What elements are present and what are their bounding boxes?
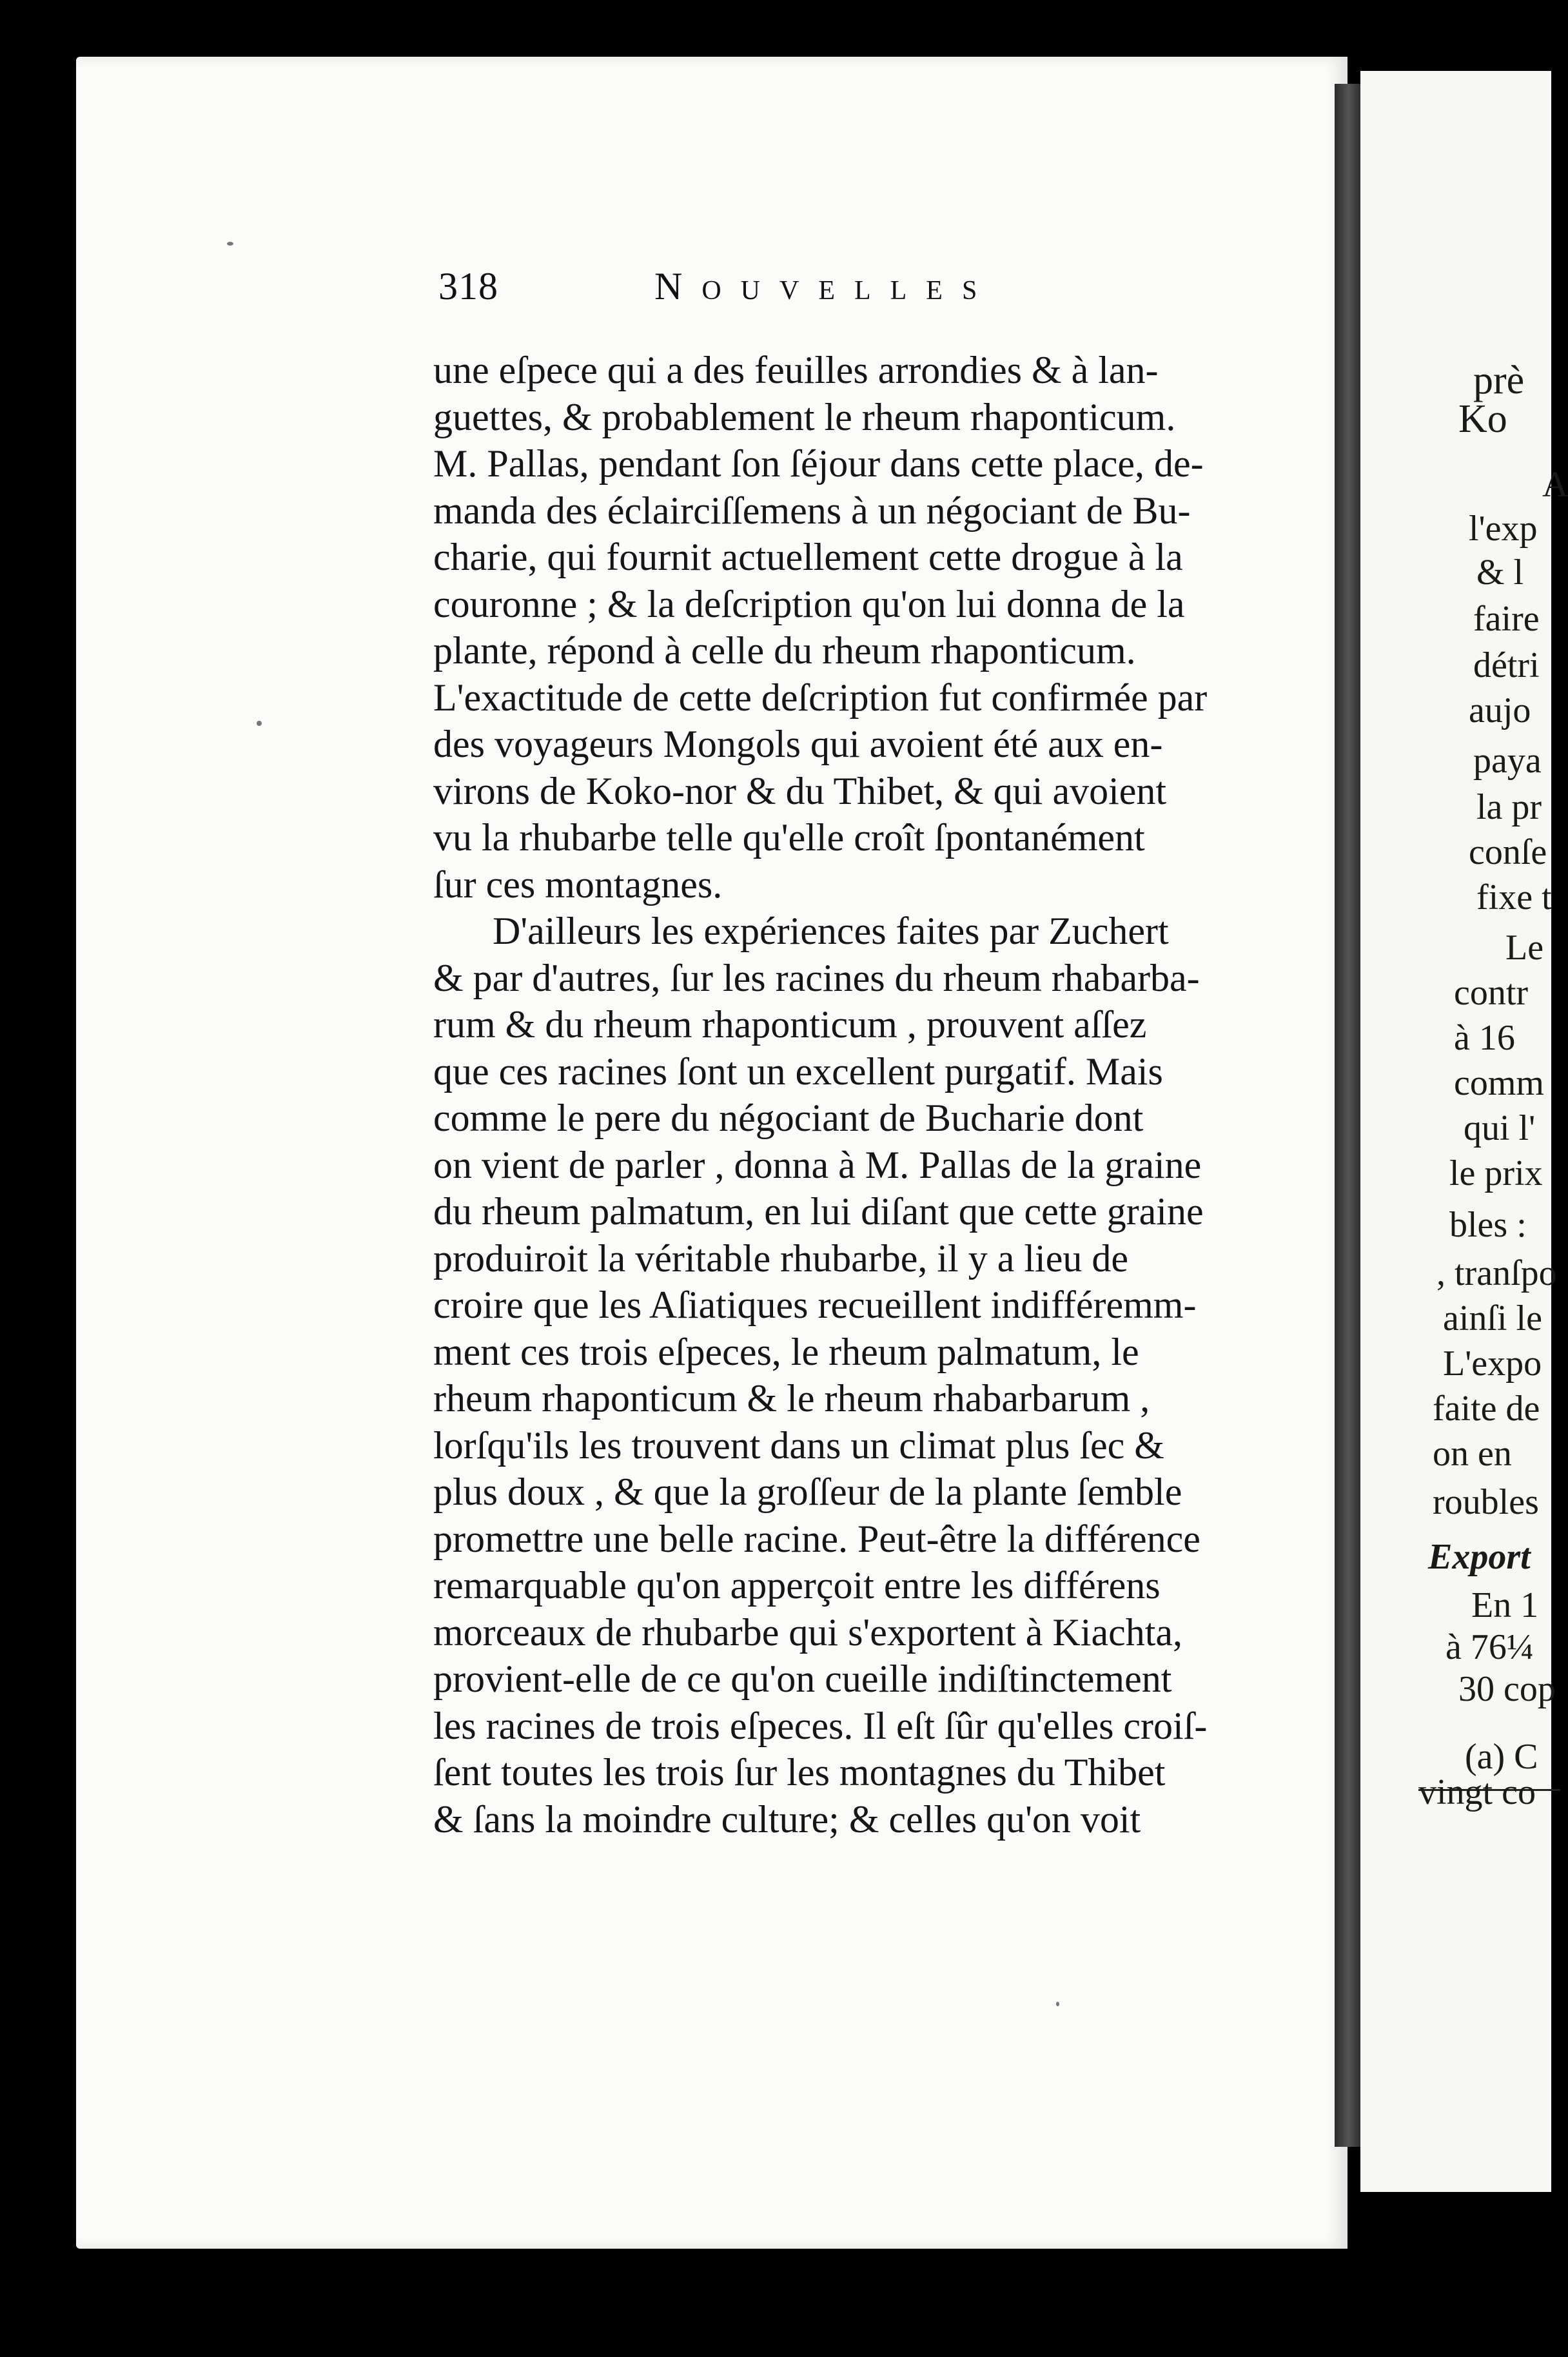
right-page-fragment: (a) C: [1465, 1737, 1538, 1777]
text-line: manda des éclairciſſemens à un négociant de Bu-: [433, 489, 1191, 532]
page-number: 318: [438, 265, 498, 308]
right-page-fragment: fixe t: [1476, 877, 1552, 917]
right-page-fragment: Export: [1428, 1537, 1531, 1577]
right-page-fragment: bles :: [1449, 1205, 1527, 1245]
running-title: Nouvelles: [654, 265, 997, 308]
right-page-fragment: faire: [1473, 599, 1540, 639]
text-line: remarquable qu'on apperçoit entre les différens: [433, 1564, 1161, 1607]
text-line: plante, répond à celle du rheum rhaponticum.: [433, 629, 1136, 672]
right-page-fragment: la pr: [1476, 787, 1542, 827]
text-line: M. Pallas, pendant ſon ſéjour dans cette place, de-: [433, 442, 1204, 485]
body-text: [433, 347, 1289, 1843]
text-line: ſur ces montagnes.: [433, 863, 723, 906]
right-page-fragment: faite de: [1433, 1389, 1540, 1429]
text-line: ment ces trois eſpeces, le rheum palmatum, le: [433, 1330, 1139, 1373]
right-page-fragment: prè: [1473, 358, 1525, 402]
right-page-fragment: paya: [1473, 741, 1542, 781]
right-page-fragment: L'expo: [1443, 1344, 1542, 1384]
text-line: couronne ; & la deſcription qu'on lui donna de la: [433, 582, 1185, 625]
right-page-fragment: conſe: [1469, 832, 1547, 872]
right-page-fragment: roubles: [1433, 1482, 1539, 1522]
text-line: provient-elle de ce qu'on cueille indiſtinctement: [433, 1658, 1172, 1700]
text-line: & par d'autres, ſur les racines du rheum rhabarba-: [433, 956, 1200, 999]
text-line: croire que les Aſiatiques recueillent indifféremm-: [433, 1284, 1197, 1326]
text-line: rheum rhaponticum & le rheum rhabarbarum ,: [433, 1377, 1150, 1420]
text-line: charie, qui fournit actuellement cette drogue à la: [433, 536, 1183, 578]
text-line: plus doux , & que la groſſeur de la plante ſemble: [433, 1471, 1182, 1513]
margin-speck: [227, 242, 233, 246]
right-page-fragment: contr: [1454, 973, 1529, 1013]
right-page-fragment: Le: [1505, 928, 1544, 968]
right-page-fragment: En 1: [1471, 1585, 1539, 1625]
text-line: on vient de parler , donna à M. Pallas de la graine: [433, 1143, 1202, 1186]
margin-speck: [1056, 2002, 1059, 2006]
right-page-fragment: ainſi le: [1443, 1298, 1542, 1338]
text-line: D'ailleurs les expériences faites par Zuchert: [493, 910, 1169, 952]
text-line: une eſpece qui a des feuilles arrondies & à lan-: [433, 349, 1159, 391]
right-page-fragment: le prix: [1449, 1153, 1543, 1193]
right-page-fragment: comm: [1454, 1063, 1544, 1103]
text-line: promettre une belle racine. Peut-être la différence: [433, 1517, 1200, 1560]
text-line: comme le pere du négociant de Bucharie dont: [433, 1097, 1144, 1139]
right-page-fragment: à 16: [1454, 1018, 1515, 1058]
right-page-fragment: Ko: [1458, 397, 1507, 441]
text-line: & ſans la moindre culture; & celles qu'on voit: [433, 1797, 1141, 1841]
text-line: produiroit la véritable rhubarbe, il y a lieu de: [433, 1237, 1128, 1280]
right-page-fragment: qui l': [1464, 1108, 1536, 1148]
right-page-fragment: à 76¼: [1446, 1627, 1534, 1667]
text-line: des voyageurs Mongols qui avoient été aux en-: [433, 723, 1163, 765]
right-page-fragment: , tranſpo: [1436, 1253, 1557, 1293]
right-page-fragment: l'exp: [1469, 509, 1538, 549]
right-page-fragment: 30 cop: [1458, 1669, 1556, 1709]
text-line: morceaux de rhubarbe qui s'exportent à Kiachta,: [433, 1610, 1183, 1654]
text-line: que ces racines ſont un excellent purgatif. Mais: [433, 1050, 1163, 1093]
right-page-fragment: A: [1542, 465, 1568, 505]
text-line: guettes, & probablement le rheum rhaponticum.: [433, 395, 1176, 438]
text-line: virons de Koko-nor & du Thibet, & qui avoient: [433, 769, 1167, 812]
text-line: ſent toutes les trois ſur les montagnes du Thibet: [433, 1751, 1166, 1794]
right-page-fragment: aujo: [1469, 690, 1531, 730]
margin-speck: [257, 721, 262, 726]
right-page-fragment: détri: [1473, 645, 1540, 685]
right-page-fragment: on en: [1433, 1434, 1512, 1474]
right-page-fragment: vingt co: [1418, 1772, 1536, 1812]
text-line: rum & du rheum rhaponticum , prouvent aſſez: [433, 1003, 1147, 1046]
right-page-fragment: & l: [1476, 553, 1524, 592]
text-line: du rheum palmatum, en lui diſant que cette graine: [433, 1190, 1204, 1233]
text-line: vu la rhubarbe telle qu'elle croît ſpontanément: [433, 816, 1145, 859]
text-line: lorſqu'ils les trouvent dans un climat plus ſec &: [433, 1423, 1164, 1467]
text-line: les racines de trois eſpeces. Il eſt ſûr qu'elles croiſ-: [433, 1704, 1208, 1747]
text-line: L'exactitude de cette deſcription fut confirmée par: [433, 676, 1208, 719]
